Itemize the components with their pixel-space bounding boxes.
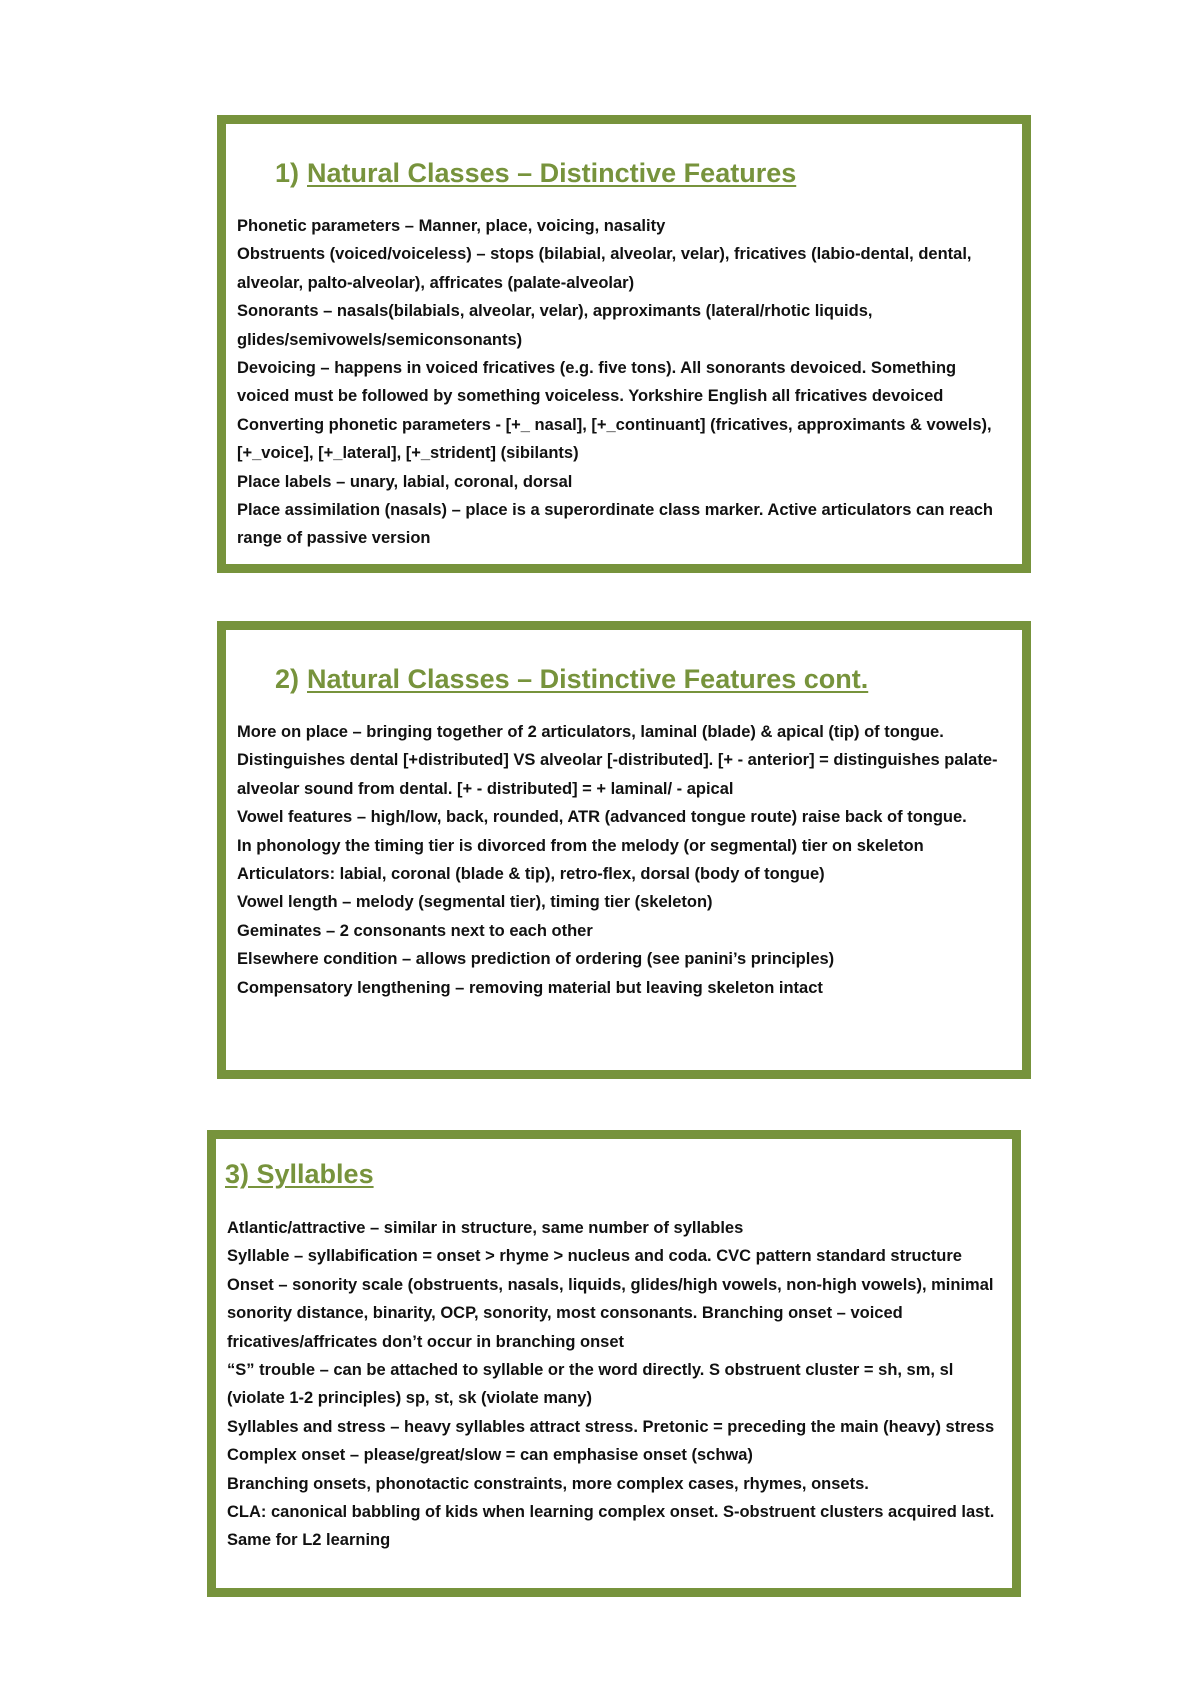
note-line: Onset – sonority scale (obstruents, nasals, liquids, glides/high vowels, non-high vowels), minimal sonority distance, binarity, OCP, sonority, most consonants. Branching onset – voiced fricatives/affricates don’t occur in branching onset bbox=[227, 1275, 994, 1351]
section-number: 1) bbox=[275, 158, 300, 188]
note-line: “S” trouble – can be attached to syllable or the word directly. S obstruent cluster = sh, sm, sl (violate 1-2 principles) sp, st, sk (violate many) bbox=[227, 1361, 954, 1408]
note-line: Place labels – unary, labial, coronal, dorsal bbox=[237, 472, 573, 491]
section-body bbox=[227, 1214, 1004, 1555]
note-line: Phonetic parameters – Manner, place, voicing, nasality bbox=[237, 217, 666, 235]
section-number: 2) bbox=[275, 664, 300, 694]
section-body bbox=[237, 212, 1012, 553]
section-title bbox=[275, 156, 796, 190]
note-line: Place assimilation (nasals) – place is a superordinate class marker. Active articulators can reach range of passive version bbox=[237, 501, 994, 548]
note-line: Atlantic/attractive – similar in structure, same number of syllables bbox=[227, 1219, 744, 1237]
note-line: Vowel features – high/low, back, rounded, ATR (advanced tongue route) raise back of tongue. bbox=[237, 808, 967, 827]
note-line: Vowel length – melody (segmental tier), timing tier (skeleton) bbox=[237, 893, 713, 912]
section-card-1 bbox=[217, 115, 1031, 573]
note-line: More on place – bringing together of 2 articulators, laminal (blade) & apical (tip) of tongue. Distinguishes dental [+distributed] VS alveolar [-distributed]. [+ - anterior] = distinguishes palate-alveolar sound from dental. [+ - distributed] = + laminal/ - apical bbox=[237, 723, 998, 798]
note-line: Syllables and stress – heavy syllables attract stress. Pretonic = preceding the main (heavy) stress bbox=[227, 1417, 995, 1436]
section-card-3 bbox=[207, 1130, 1021, 1597]
note-line: Sonorants – nasals(bilabials, alveolar, velar), approximants (lateral/rhotic liquids, glides/semivowels/semiconsonants) bbox=[237, 302, 873, 349]
note-line: Geminates – 2 consonants next to each other bbox=[237, 921, 593, 940]
note-line: Syllable – syllabification = onset > rhyme > nucleus and coda. CVC pattern standard structure bbox=[227, 1247, 962, 1266]
note-line: Compensatory lengthening – removing material but leaving skeleton intact bbox=[237, 978, 823, 997]
note-line: Obstruents (voiced/voiceless) – stops (bilabial, alveolar, velar), fricatives (labio-dental, dental, alveolar, palto-alveolar), affricates (palate-alveolar) bbox=[237, 245, 972, 292]
section-title-text: Natural Classes – Distinctive Features bbox=[307, 158, 797, 188]
note-line: Articulators: labial, coronal (blade & tip), retro-flex, dorsal (body of tongue) bbox=[237, 865, 825, 884]
note-line: Elsewhere condition – allows prediction of ordering (see panini’s principles) bbox=[237, 950, 835, 969]
section-body bbox=[237, 718, 1012, 1002]
note-line: CLA: canonical babbling of kids when learning complex onset. S-obstruent clusters acquired last. Same for L2 learning bbox=[227, 1503, 995, 1550]
section-card-2 bbox=[217, 621, 1031, 1079]
section-title bbox=[275, 662, 868, 696]
section-title bbox=[225, 1157, 374, 1191]
note-line: Converting phonetic parameters - [+_ nasal], [+_continuant] (fricatives, approximants & vowels), [+_voice], [+_lateral], [+_strident] (sibilants) bbox=[237, 415, 992, 463]
note-line: In phonology the timing tier is divorced from the melody (or segmental) tier on skeleton bbox=[237, 836, 924, 855]
note-line: Devoicing – happens in voiced fricatives (e.g. five tons). All sonorants devoiced. Something voiced must be followed by something voiceless. Yorkshire English all fricatives devoiced bbox=[237, 359, 957, 406]
section-title-text: 3) Syllables bbox=[225, 1159, 374, 1189]
section-title-text: Natural Classes – Distinctive Features cont. bbox=[307, 664, 869, 694]
note-line: Branching onsets, phonotactic constraints, more complex cases, rhymes, onsets. bbox=[227, 1474, 869, 1493]
note-line: Complex onset – please/great/slow = can emphasise onset (schwa) bbox=[227, 1446, 753, 1465]
